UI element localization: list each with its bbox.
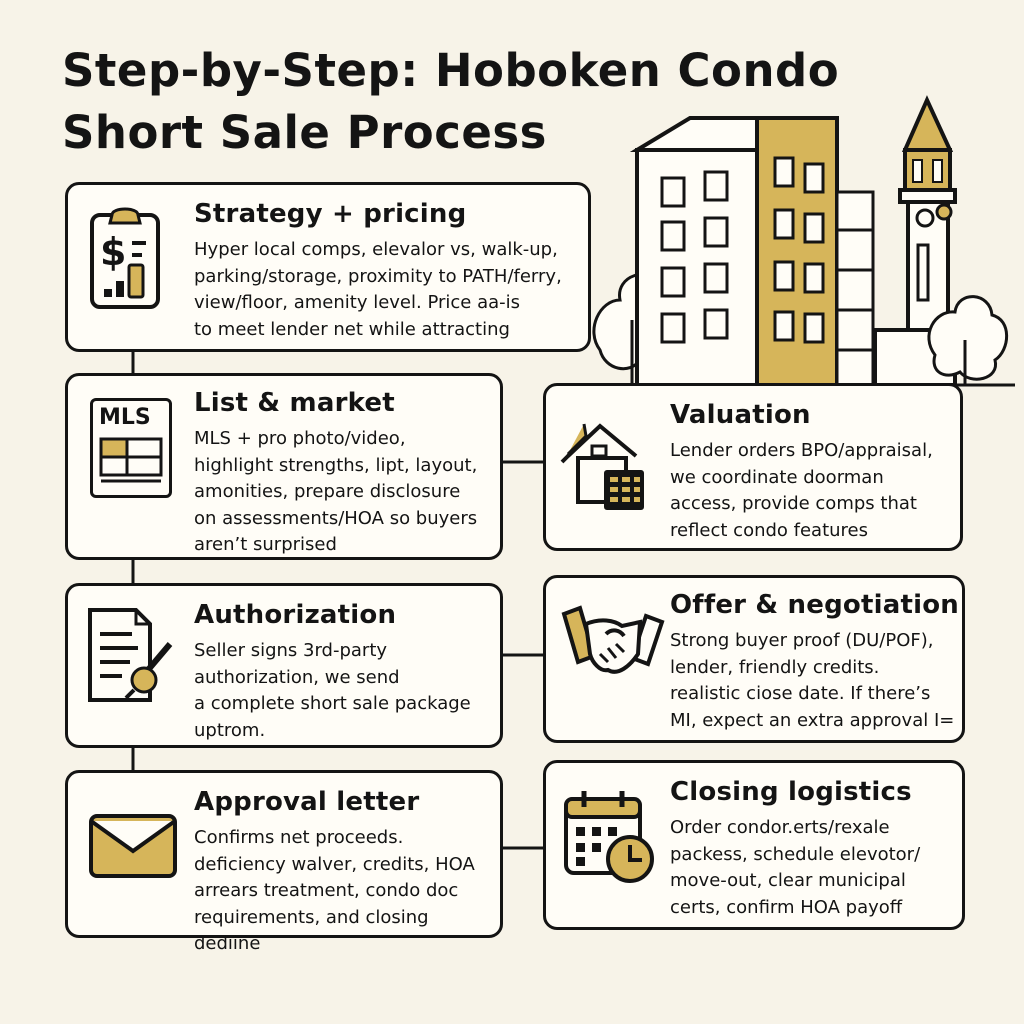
title-line-2: Short Sale Process <box>62 106 547 159</box>
envelope-icon <box>88 813 178 879</box>
step-description: Hyper local comps, elevalor vs, walk-up, parking/storage, proximity to PATH/ferry, view/floor, amenity level. Price aa-is to meet lender net while attracting <box>194 239 562 340</box>
clipboard-dollar-icon <box>86 203 166 313</box>
step-heading: Valuation <box>670 400 811 430</box>
step-card-strategy-pricing <box>65 182 591 352</box>
step-card-offer-negotiation <box>543 575 965 743</box>
step-description: Strong buyer proof (DU/POF), lender, friendly credits. realistic ciose date. If there’s MI, expect an extra approval I= <box>670 630 955 731</box>
mls-label: MLS <box>99 405 151 430</box>
step-card-closing-logistics <box>543 760 965 930</box>
step-card-list-market <box>65 373 503 560</box>
step-heading: Authorization <box>194 600 397 630</box>
document-sign-icon <box>86 606 176 706</box>
step-card-valuation <box>543 383 963 551</box>
condo-building-icon <box>637 150 757 385</box>
step-heading: Offer & negotiation <box>670 590 959 620</box>
svg-text:$: $ <box>100 230 127 274</box>
step-description: MLS + pro photo/video, highlight strengths, lipt, layout, amonities, prepare disclosure on assessments/HOA so buyers aren’t surprised <box>194 428 478 555</box>
step-heading: Closing logistics <box>670 777 912 807</box>
handshake-icon <box>560 600 666 690</box>
house-calculator-icon <box>560 414 660 514</box>
step-heading: List & market <box>194 388 395 418</box>
hoboken-skyline-illustration <box>590 90 1020 420</box>
step-description: Lender orders BPO/appraisal, we coordinate doorman access, provide comps that reflect condo features <box>670 440 933 541</box>
step-card-approval-letter <box>65 770 503 954</box>
title-line-1: Step-by-Step: Hoboken Condo <box>62 44 840 97</box>
step-description: Seller signs 3rd-party authorization, we send a complete short sale package uptrom. <box>194 640 471 741</box>
step-description: Order condor.erts/rexale packess, schedule elevotor/ move-out, clear municipal certs, confirm HOA payoff <box>670 817 921 918</box>
step-heading: Strategy + pricing <box>194 199 467 229</box>
step-description: Confirms net proceeds. deficiency walver, credits, HOA arrears treatment, condo doc requirements, and closing dediine <box>194 827 475 954</box>
step-card-authorization <box>65 583 503 748</box>
mls-listing-icon <box>90 398 172 498</box>
calendar-clock-icon <box>562 787 662 887</box>
step-heading: Approval letter <box>194 787 420 817</box>
